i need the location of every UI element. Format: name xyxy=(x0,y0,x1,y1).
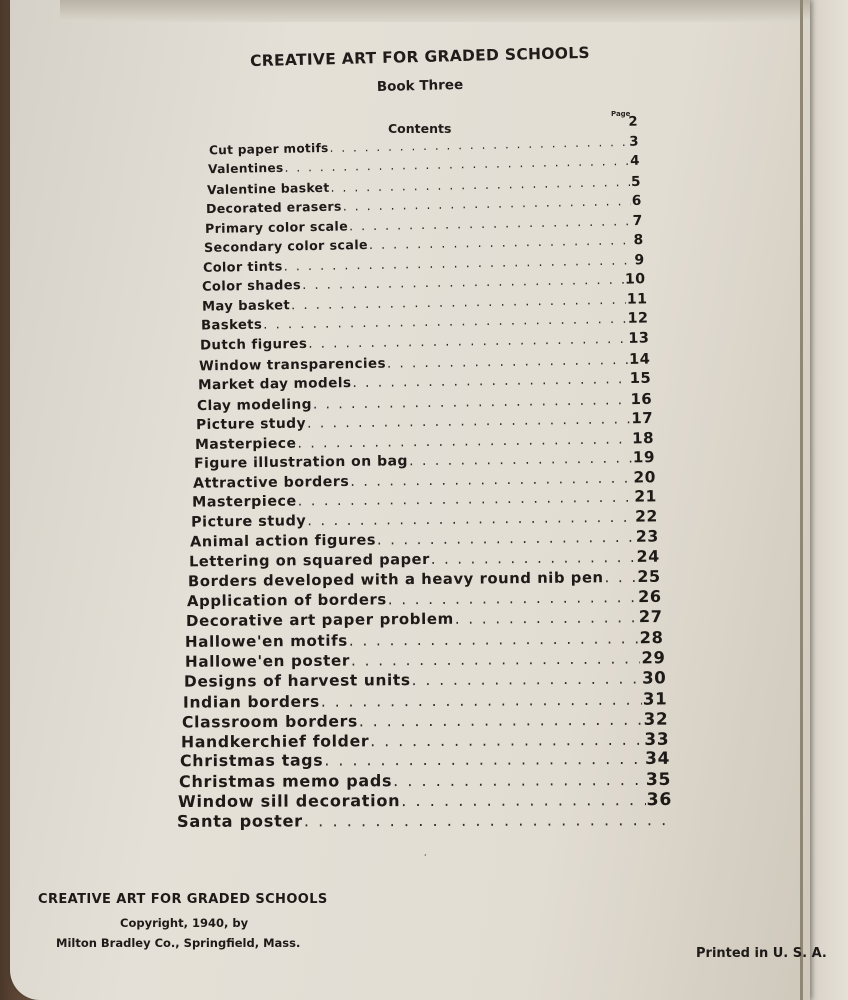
toc-entry-page: 15 xyxy=(629,369,652,388)
dot-leader xyxy=(320,691,641,711)
toc-entry-page: 13 xyxy=(627,330,650,347)
toc-entry-page: 36 xyxy=(646,789,673,810)
toc-entry-title: Designs of harvest units xyxy=(183,670,411,691)
toc-entry-page: 5 xyxy=(630,173,642,190)
dot-leader xyxy=(411,669,641,689)
dot-leader xyxy=(455,609,638,629)
book-subtitle: Book Three xyxy=(376,76,464,96)
toc-entry-page: 30 xyxy=(641,668,667,688)
toc-entry-page: 17 xyxy=(631,409,654,428)
toc-entry-title: May basket xyxy=(201,298,290,315)
dot-leader xyxy=(350,470,632,489)
dot-leader xyxy=(284,253,634,274)
dot-leader xyxy=(358,711,642,731)
toc-entry-page: 25 xyxy=(637,566,662,587)
toc-entry xyxy=(184,648,665,671)
toc-entry-page: 26 xyxy=(638,587,663,607)
toc-entry-page: 14 xyxy=(628,350,651,368)
page-column-header: Page xyxy=(611,110,631,118)
dot-leader xyxy=(307,411,630,431)
toc-entry xyxy=(200,330,650,353)
toc-entry-title: Window transparencies xyxy=(198,356,386,374)
toc-entry-title: Handkerchief folder xyxy=(180,731,370,752)
toc-entry-page: 22 xyxy=(635,507,659,526)
toc-entry-page: 7 xyxy=(632,212,644,229)
toc-entry-title: Santa poster xyxy=(176,811,303,831)
toc-entry-title: Color tints xyxy=(203,259,284,276)
dot-leader xyxy=(605,569,637,586)
toc-entry-title: Indian borders xyxy=(182,692,320,712)
dot-leader xyxy=(285,154,630,175)
toc-entry xyxy=(185,628,664,651)
toc-entry-title: Picture study xyxy=(191,513,307,531)
toc-entry-page: 27 xyxy=(639,607,664,627)
dot-leader xyxy=(343,193,631,213)
dot-leader xyxy=(369,232,633,252)
toc-entry xyxy=(200,311,648,334)
toc-entry-title: Lettering on squared paper xyxy=(189,550,431,571)
toc-entry-title: Decorative art paper problem xyxy=(186,610,455,631)
toc-entry-title: Figure illustration on bag xyxy=(193,453,409,473)
toc-entry-page: 28 xyxy=(640,627,665,647)
toc-entry xyxy=(178,790,672,812)
dot-leader xyxy=(350,649,640,669)
dot-leader xyxy=(349,213,632,233)
toc-entry xyxy=(184,668,667,690)
dot-leader xyxy=(290,293,625,313)
toc-entry-page: 6 xyxy=(631,193,643,210)
toc-entry-page: 32 xyxy=(643,708,669,729)
toc-entry-page: 18 xyxy=(631,428,655,447)
toc-entry-page: 11 xyxy=(626,291,648,308)
dot-leader xyxy=(330,134,629,154)
toc-entry-title: Classroom borders xyxy=(181,712,358,732)
dot-leader xyxy=(387,352,628,371)
toc-entry-page: 35 xyxy=(645,769,672,790)
toc-entry-page: 9 xyxy=(634,251,646,269)
toc-entry-title: Cut paper motifs xyxy=(208,140,329,157)
dot-leader xyxy=(304,810,672,830)
toc-entry-page: 23 xyxy=(635,526,660,547)
toc-entry-title: Market day models xyxy=(197,375,352,394)
toc-entry xyxy=(208,154,640,178)
dot-leader xyxy=(409,451,632,470)
footer-series-title: CREATIVE ART FOR GRADED SCHOOLS xyxy=(38,892,328,907)
printed-in-usa: Printed in U. S. A. xyxy=(696,946,827,961)
toc-entry-title: Masterpiece xyxy=(192,493,297,511)
toc-entry-title: Valentines xyxy=(208,160,284,177)
toc-entry-title: Primary color scale xyxy=(205,218,349,236)
toc-entry xyxy=(177,810,673,831)
dot-leader xyxy=(431,549,636,568)
toc-entry xyxy=(186,607,663,630)
toc-entry-title: Borders developed with a heavy round nib pen xyxy=(188,569,605,591)
toc-entry-title: Hallowe'en poster xyxy=(184,651,350,671)
toc-entry-title: Attractive borders xyxy=(192,473,350,492)
dot-leader xyxy=(370,730,643,750)
toc-entry-title: Secondary color scale xyxy=(204,237,369,256)
dot-leader xyxy=(324,749,644,770)
footer-publisher: Milton Bradley Co., Springfield, Mass. xyxy=(56,936,301,950)
toc-entry-title: Masterpiece xyxy=(194,435,297,453)
toc-entry-title: Decorated erasers xyxy=(206,198,343,217)
dot-leader xyxy=(302,273,624,293)
dot-leader xyxy=(349,629,639,649)
dot-leader xyxy=(331,174,631,195)
book-title: CREATIVE ART FOR GRADED SCHOOLS xyxy=(249,43,591,71)
toc-entry-title: Christmas tags xyxy=(179,750,324,771)
page-speck: ‘ xyxy=(424,853,427,862)
toc-entry xyxy=(180,749,670,771)
toc-entry-page: 10 xyxy=(625,271,647,288)
toc-entry-page: 20 xyxy=(633,467,657,487)
toc-entry xyxy=(179,769,671,791)
toc-entry-title: Dutch figures xyxy=(199,336,308,354)
footer-copyright: Copyright, 1940, by xyxy=(120,916,249,930)
toc-entry-title: Christmas memo pads xyxy=(178,770,393,791)
toc-entry-title: Application of borders xyxy=(187,590,388,611)
toc-entry-title: Hallowe'en motifs xyxy=(185,631,349,651)
toc-entry-page: 16 xyxy=(630,389,653,408)
toc-entry-title: Animal action figures xyxy=(190,532,377,551)
toc-entry-title: Color shades xyxy=(202,278,302,296)
toc-entry-page: 12 xyxy=(626,310,649,328)
toc-entry-title: Valentine basket xyxy=(207,179,330,197)
contents-heading: Contents xyxy=(388,121,452,136)
toc-entry-page: 33 xyxy=(644,728,670,750)
dot-leader xyxy=(401,790,645,810)
dot-leader xyxy=(298,490,634,510)
toc-entry-page: 8 xyxy=(633,232,645,249)
toc-entry-title: Picture study xyxy=(195,415,306,434)
toc-entry-page: 21 xyxy=(634,487,658,506)
toc-entry-page: 4 xyxy=(630,153,641,169)
dot-leader xyxy=(308,332,627,352)
toc-entry-title: Baskets xyxy=(200,318,262,334)
toc-entry-page: 31 xyxy=(642,688,668,709)
dot-leader xyxy=(307,510,634,530)
toc-entry-title: Window sill decoration xyxy=(177,790,401,811)
toc-entry-page: 19 xyxy=(632,448,656,467)
dot-leader xyxy=(377,530,635,549)
toc-entry-page: 24 xyxy=(636,546,661,566)
toc-entry-page: 34 xyxy=(644,749,671,770)
toc-entry-page: 3 xyxy=(629,134,640,150)
toc-entry-title: Clay modeling xyxy=(196,396,312,414)
toc-entry-page: 2 xyxy=(628,114,639,130)
dot-leader xyxy=(263,312,627,333)
toc-entry-page: 29 xyxy=(640,647,666,668)
dot-leader xyxy=(388,588,637,608)
dot-leader xyxy=(352,371,628,391)
dot-leader xyxy=(393,770,645,790)
toc-entry xyxy=(210,115,638,139)
